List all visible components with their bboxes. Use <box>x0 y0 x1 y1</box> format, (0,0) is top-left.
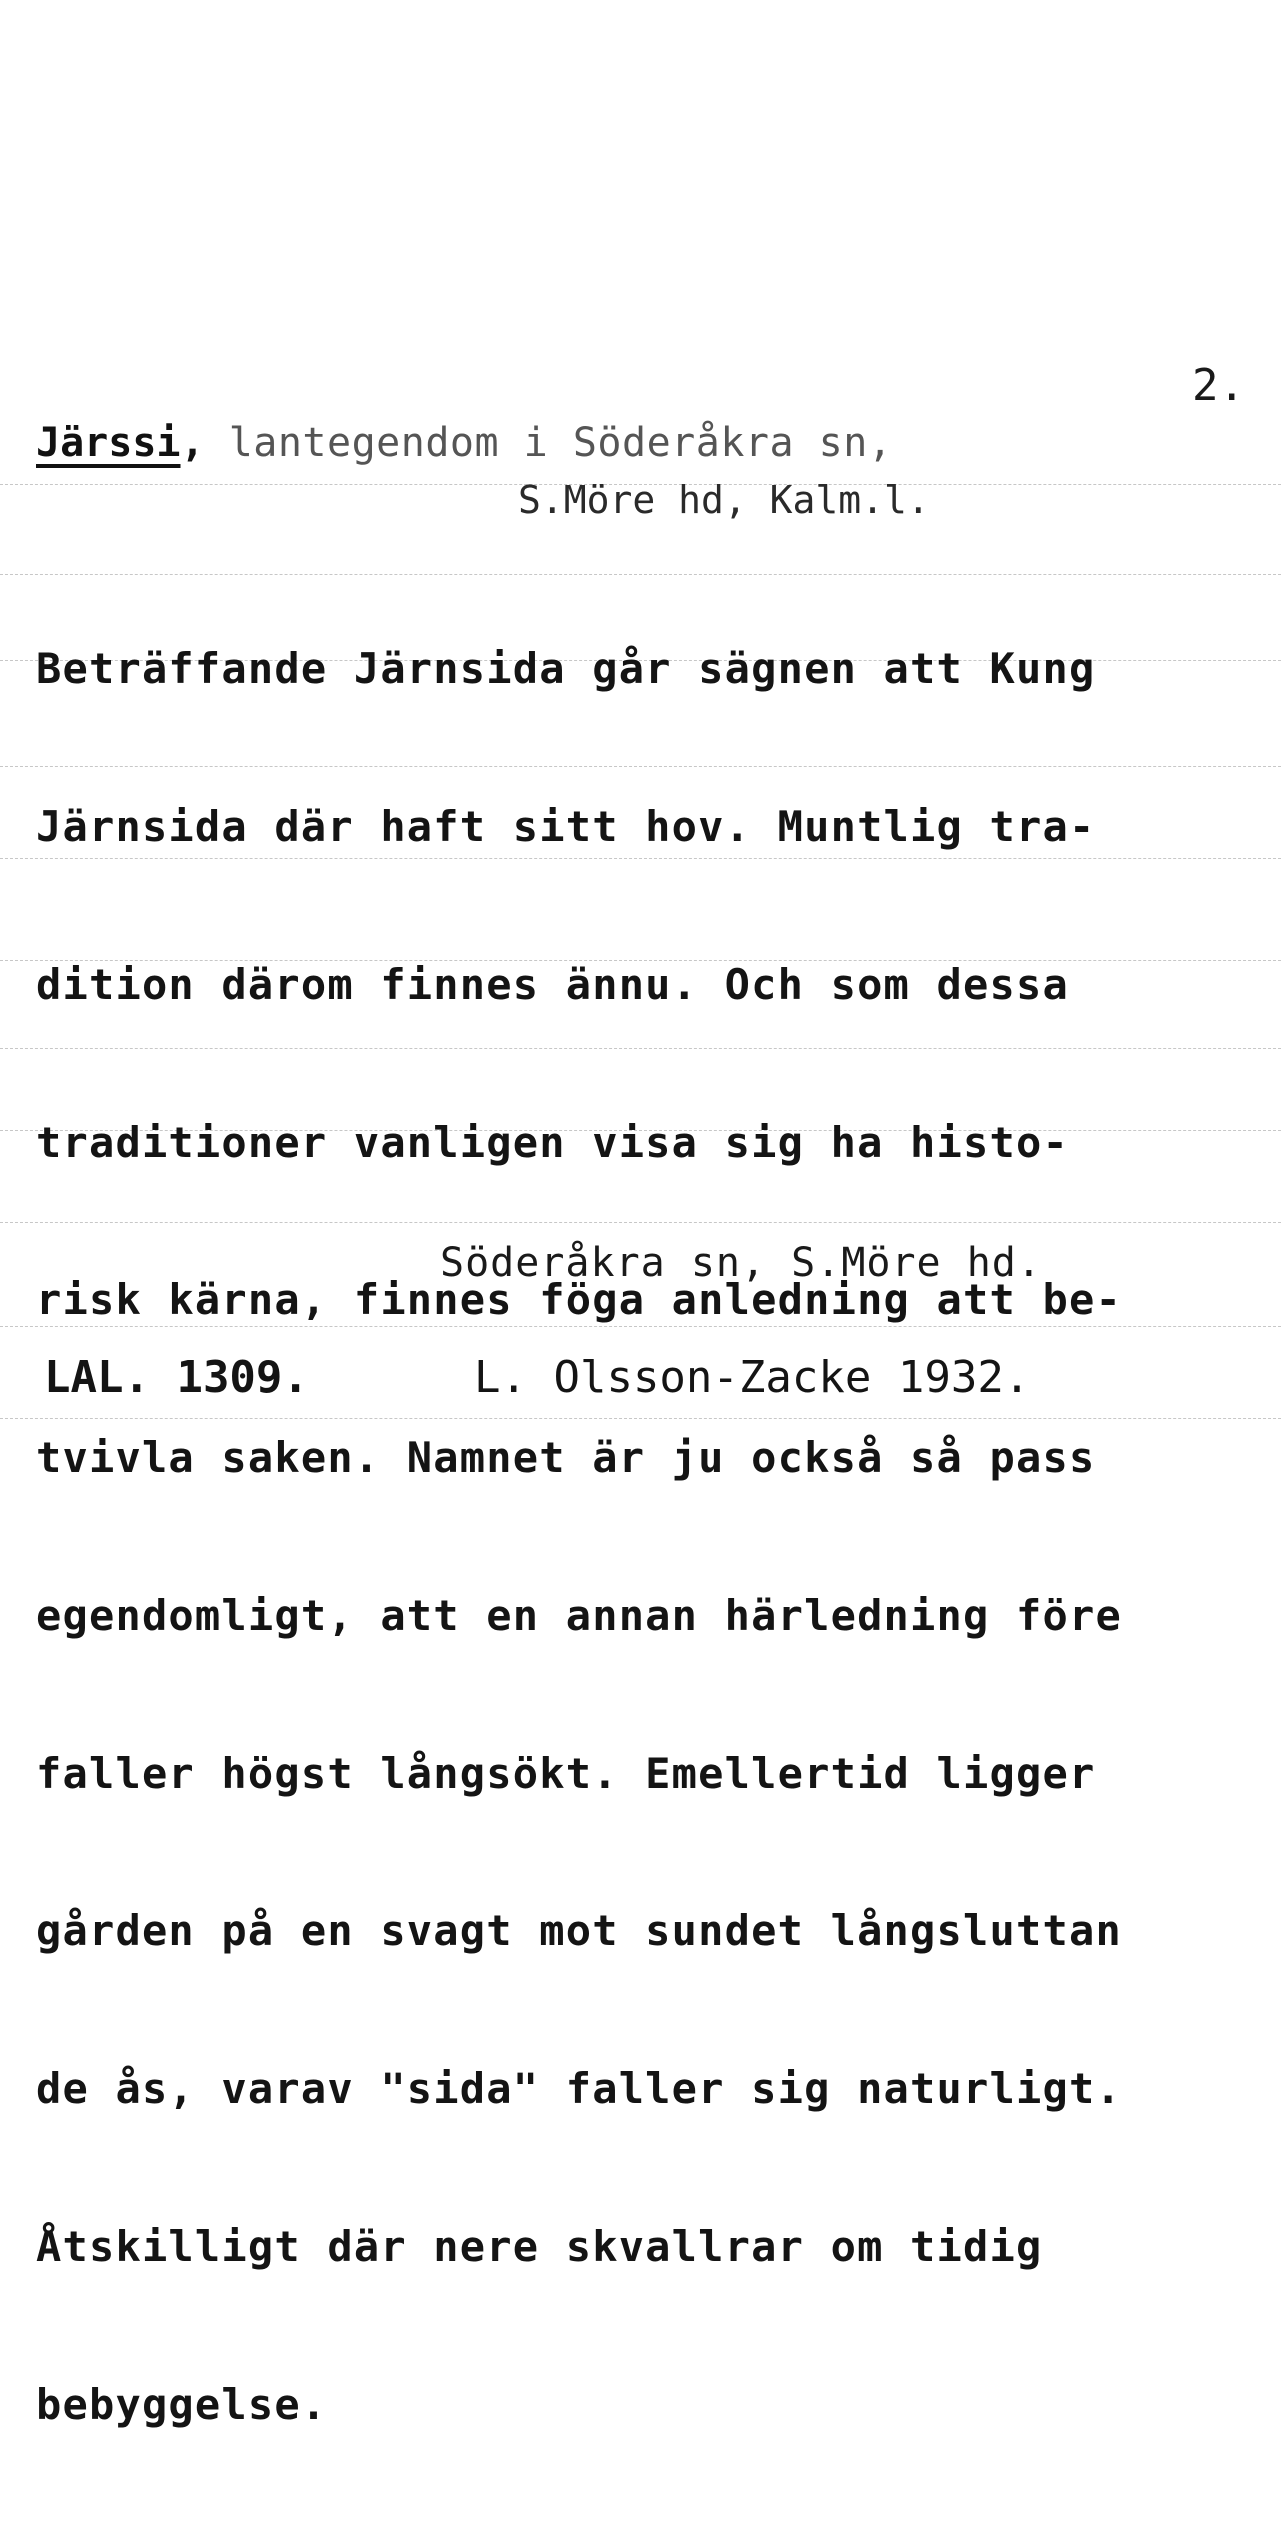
body-line: gården på en svagt mot sundet långsluttan <box>36 1906 1122 1956</box>
body-line: bebyggelse. <box>36 2379 328 2429</box>
body-line: dition därom finnes ännu. Och som dessa <box>36 959 1069 1009</box>
body-line: Beträffande Järnsida går sägnen att Kung <box>36 644 1096 694</box>
archive-reference: LAL. 1309. <box>44 1352 309 1403</box>
locality: Söderåkra sn, S.Möre hd. <box>440 1240 1042 1286</box>
definition-line-1: lantegendom i Söderåkra sn, <box>228 420 893 466</box>
body-line: egendomligt, att en annan härledning före <box>36 1590 1122 1640</box>
body-line: faller högst långsökt. Emellertid ligger <box>36 1748 1096 1798</box>
definition-line-2: S.Möre hd, Kalm.l. <box>518 478 930 522</box>
body-line: tvivla saken. Namnet är ju också så pass <box>36 1433 1096 1483</box>
entry-header <box>36 420 892 466</box>
body-line: Åtskilligt där nere skvallrar om tidig <box>36 2222 1043 2271</box>
collector-signature: L. Olsson-Zacke 1932. <box>474 1352 1031 1403</box>
body-line: traditioner vanligen visa sig ha histo- <box>36 1117 1069 1167</box>
body-text <box>36 538 1122 2537</box>
headword-comma: , <box>180 420 205 466</box>
body-line: Järnsida där haft sitt hov. Muntlig tra- <box>36 801 1096 851</box>
headword: Järssi <box>36 420 181 466</box>
body-line: de ås, varav "sida" faller sig naturligt. <box>36 2064 1122 2114</box>
card-number: 2. <box>1192 360 1245 411</box>
body-line: risk kärna, finnes föga anledning att be- <box>36 1275 1122 1325</box>
